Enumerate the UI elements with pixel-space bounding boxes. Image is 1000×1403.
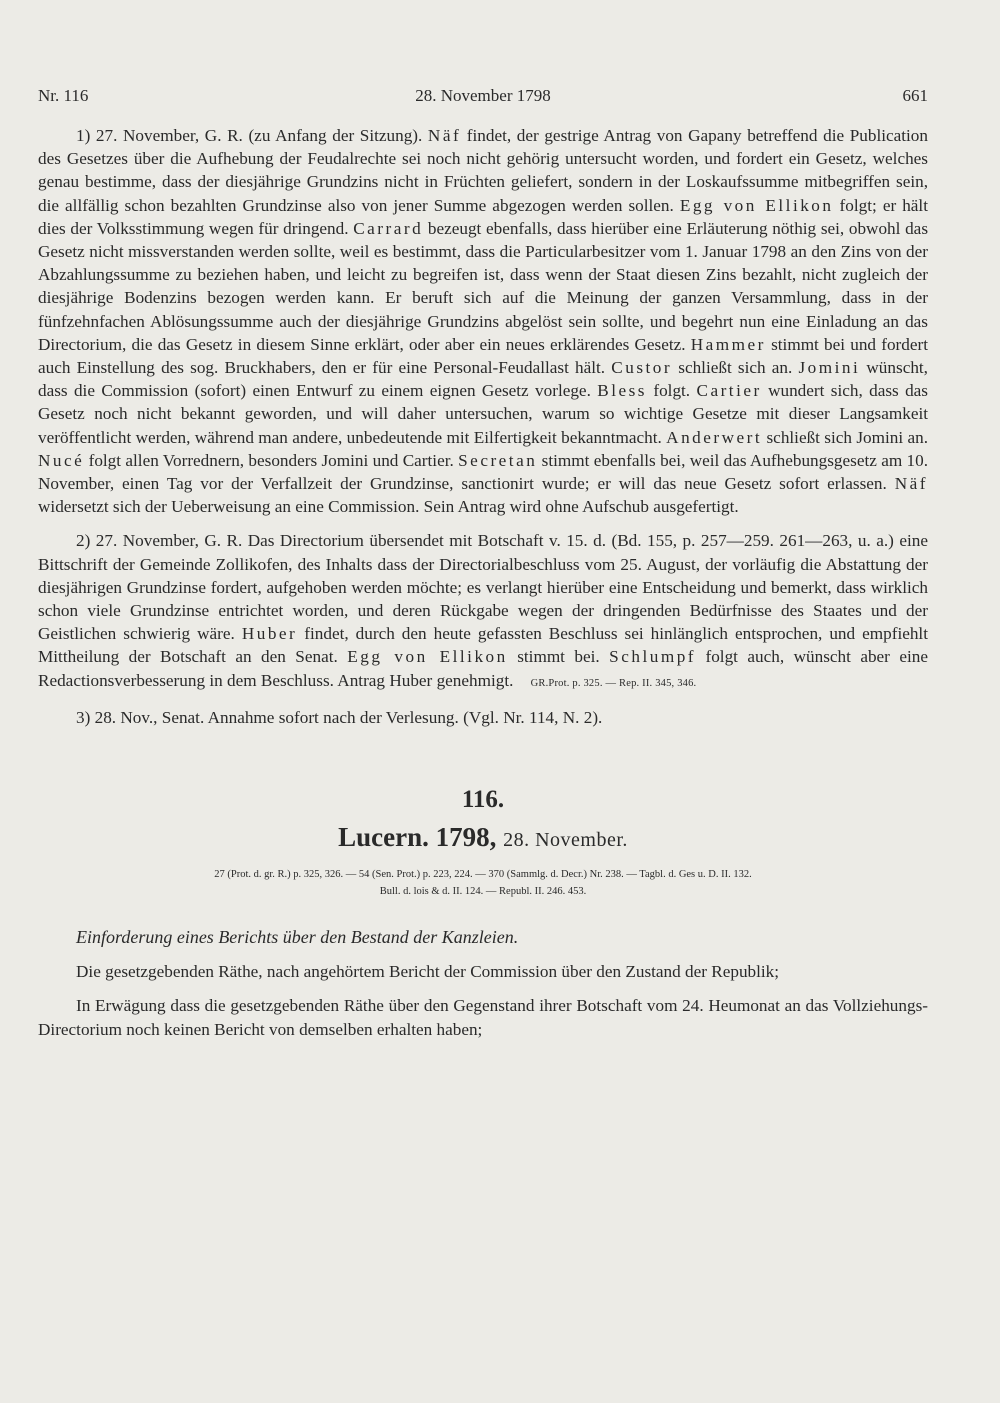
- paragraph-2: 2) 27. November, G. R. Das Directorium übersendet mit Botschaft v. 15. d. (Bd. 155, p. 257—259. 261—263, u. a.) eine Bittschrift der Gemeinde Zollikofen, des Inhalts dass der Directorialbeschluss vom 25. August, der vorläufig die Abstattung der diesjährigen Grundzinse fordert, aufgehoben werden möchte; es verlangt hierüber eine Entscheidung und bemerkt, dass wirklich schon viele Grundzinse entrichtet worden, und deren Rückgabe wegen der dringenden Bedürfnisse des Staates und der Geistlichen schwierig wäre. Huber findet, durch den heute gefassten Beschluss sei hinlänglich entsprochen, und empfiehlt Mittheilung der Botschaft an den Senat. Egg von Ellikon stimmt bei. Schlumpf folgt auch, wünscht aber eine Redactionsverbesserung in dem Beschluss. Antrag Huber genehmigt. GR.Prot. p. 325. — Rep. II. 345, 346.: [38, 531, 928, 690]
- header-date: 28. November 1798: [415, 86, 551, 105]
- paragraph-3: 3) 28. Nov., Senat. Annahme sofort nach der Verlesung. (Vgl. Nr. 114, N. 2).: [76, 707, 603, 727]
- speaker-name: Näf: [894, 474, 928, 494]
- speaker-name: Cartier: [696, 381, 762, 401]
- decree-paragraph-1: Die gesetzgebenden Räthe, nach angehörtem Bericht der Commission über den Zustand der Republik;: [76, 962, 780, 982]
- document-city: Lucern.: [338, 822, 429, 853]
- speaker-name: Carrard: [353, 218, 424, 238]
- running-header: [38, 86, 928, 114]
- speaker-name: Huber: [241, 624, 298, 644]
- page-body: [38, 124, 928, 1041]
- source-references: 27 (Prot. d. gr. R.) p. 325, 326. — 54 (Sen. Prot.) p. 223, 224. — 370 (Sammlg. d. Decr.) Nr. 238. — Tagbl. d. Ges u. D. II. 132. Bull. d. lois & d. II. 124. — Republ. II. 246. 453.: [214, 869, 752, 898]
- speaker-name: Hammer: [690, 334, 766, 354]
- speaker-name: Egg von Ellikon: [679, 195, 834, 215]
- header-document-number: Nr. 116: [38, 86, 89, 105]
- paragraph-1: 1) 27. November, G. R. (zu Anfang der Sitzung). Näf findet, der gestrige Antrag von Gapany betreffend die Publication des Gesetzes über die Aufhebung der Feudalrechte sei noch nicht gehörig untersucht worden, und fordert ein Gesetz, welches genau bestimme, dass der diesjährige Grundzins nicht in Früchten geliefert, sondern in der Loskaufssumme mitbegriffen sein, die allfällig schon bezahlten Grundzinse also von jener Summe abgezogen werden sollen. Egg von Ellikon folgt; er hält dies der Volksstimmung wegen für dringend. Carrard bezeugt ebenfalls, dass hierüber eine Erläuterung nöthig sei, obwohl das Gesetz nicht missverstanden werden sollte, weil es bestimmt, dass die Particularbesitzer vom 1. Januar 1798 an den Zins von der Abzahlungssumme zu beziehen haben, und leicht zu begreifen ist, dass wenn der Staat diesen Zins bezahlt, nicht zugleich der diesjährige Bodenzins bezogen werden kann. Er beruft sich auf die Meinung der ganzen Versammlung, dass in der fünfzehnfachen Ablösungssumme auch der diesjährige Grundzins abgelöst sein sollte, und begehrt nun eine Einladung an das Directorium, die das Gesetz in diesem Sinne erklärt, oder aber ein neues erklärendes Gesetz. Hammer stimmt bei und fordert auch Einstellung des sog. Bruckhabers, den er für eine Personal-Feudallast hält. Custor schließt sich an. Jomini wünscht, dass die Commission (sofort) einen Entwurf zu einem eignen Gesetz vorlege. Bless folgt. Cartier wundert sich, dass das Gesetz noch nicht bekannt geworden, und will daher untersuchen, warum so wichtige Gesetze mit dieser Langsamkeit veröffentlicht werden, während man andere, unbedeutende mit Eilfertigkeit bekanntmacht. Anderwert schließt sich Jomini an. Nucé folgt allen Vorrednern, besonders Jomini und Cartier. Secretan stimmt ebenfalls bei, weil das Aufhebungsgesetz am 10. November, einen Tag vor der Verfallzeit der Grundzinse, sanctionirt wurde; er will das neue Gesetz sofort erlassen. Näf widersetzt sich der Ueberweisung an eine Commission. Sein Antrag wird ohne Aufschub ausgefertigt.: [38, 126, 929, 517]
- protocol-reference: GR.Prot. p. 325. — Rep. II. 345, 346.: [530, 677, 697, 689]
- document-date: 28. November.: [503, 829, 628, 852]
- document-number: 116.: [461, 786, 505, 814]
- document-year: 1798,: [435, 822, 497, 853]
- speaker-name: Bless: [597, 381, 647, 401]
- speaker-name: Egg von Ellikon: [347, 647, 508, 667]
- speaker-name: Anderwert: [666, 427, 763, 447]
- header-page-number: 661: [902, 86, 928, 105]
- document-subject: Einforderung eines Berichts über den Bestand der Kanzleien.: [76, 927, 519, 948]
- speaker-name: Nucé: [38, 450, 85, 470]
- speaker-name: Custor: [611, 358, 673, 378]
- document-title: [38, 820, 928, 857]
- speaker-name: Jomini: [798, 358, 861, 378]
- speaker-name: Näf: [427, 126, 462, 145]
- decree-paragraph-2: In Erwägung dass die gesetzgebenden Räthe über den Gegenstand ihrer Botschaft vom 24. Heumonat an das Vollziehungs-Directorium noch keinen Bericht von demselben erhalten haben;: [38, 996, 928, 1039]
- speaker-name: Schlumpf: [609, 647, 697, 667]
- speaker-name: Secretan: [458, 450, 538, 470]
